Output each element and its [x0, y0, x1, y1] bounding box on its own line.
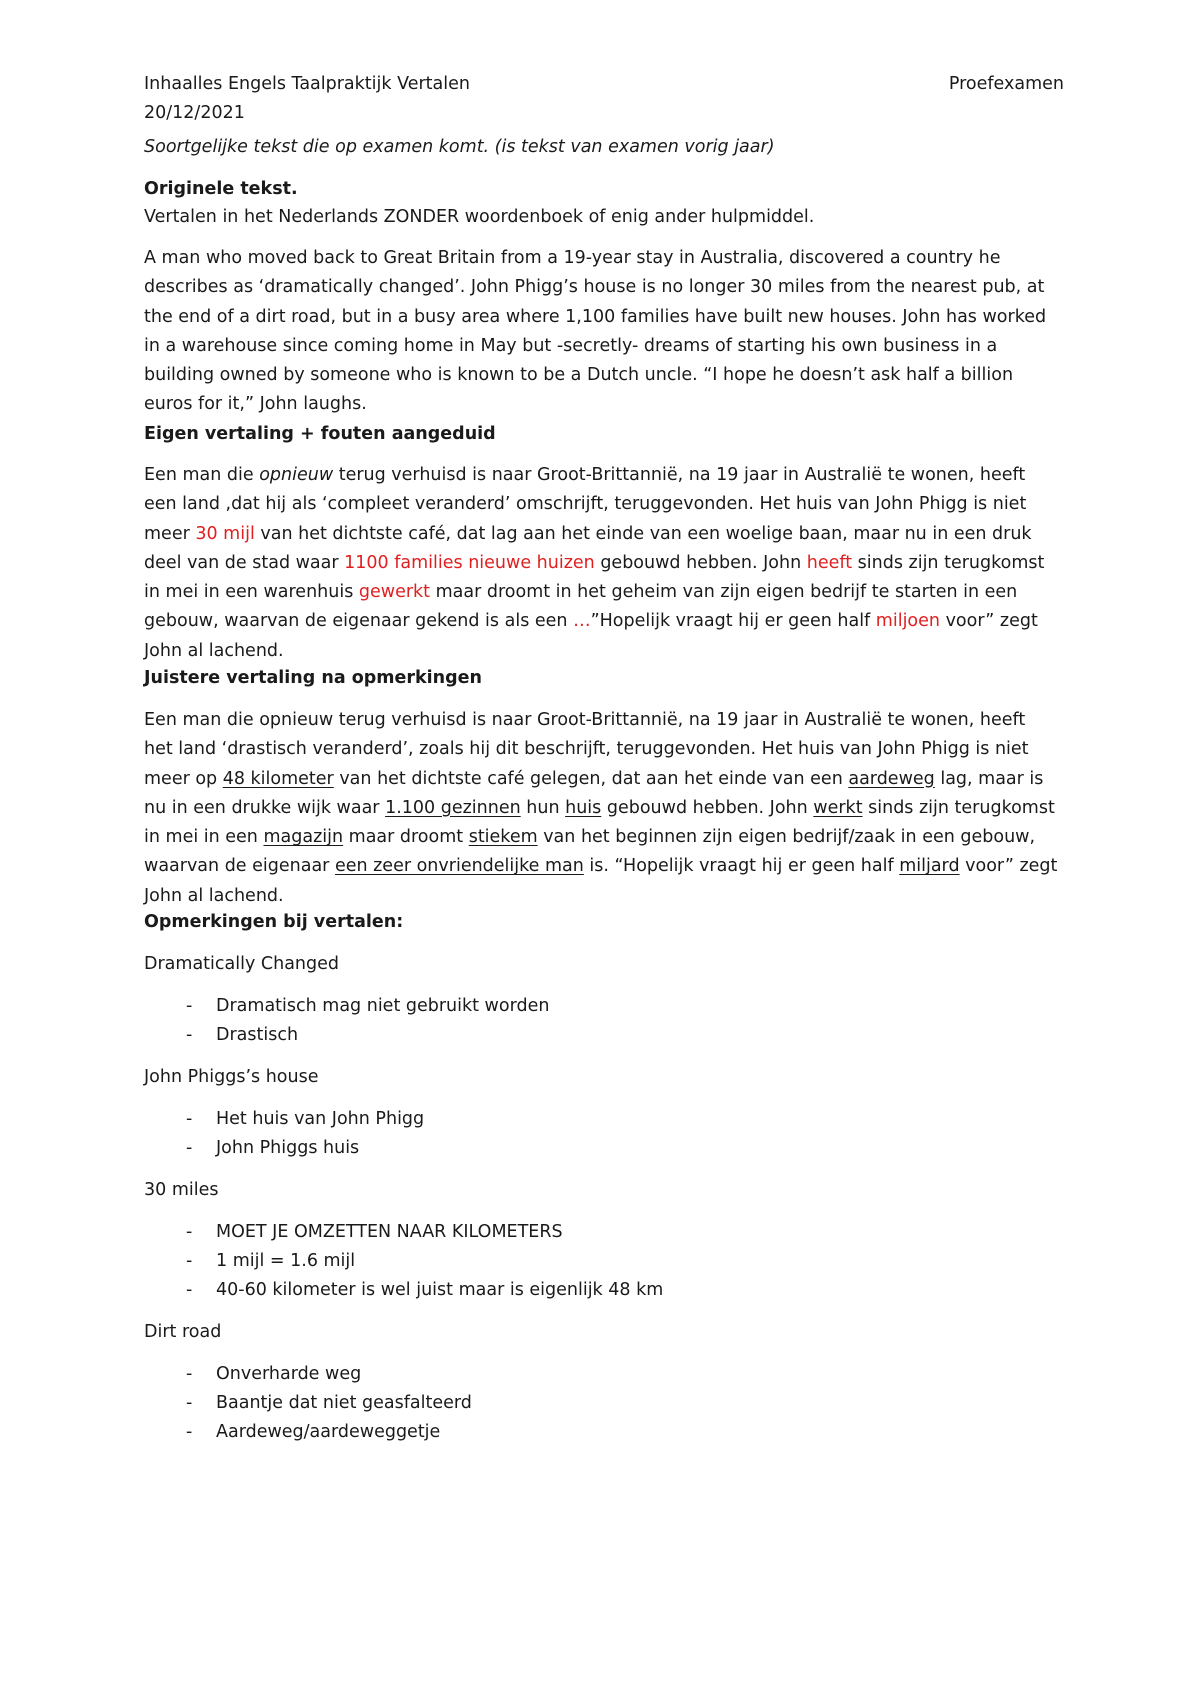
text-segment: Een man die opnieuw terug verhuisd is naar Groot-Brittannië, na 19 jaar in Australië te wonen, heeft het land ‘drastisch veranderd’, zoals hij dit beschrijft, teruggevonden. Het huis van John Phigg is niet meer op	[144, 710, 1029, 789]
text-segment: maar droomt in het geheim van zijn eigen bedrijf te starten in een gebouw, waarvan de eigenaar gekend is als een	[144, 582, 1018, 632]
text-segment: opnieuw	[259, 465, 334, 485]
underlined-correction: een zeer onvriendelijke man	[334, 856, 584, 877]
text-segment: sinds zijn terugkomst in mei in een warenhuis	[144, 552, 1045, 603]
text-segment: gebouwd hebben. John	[601, 797, 814, 818]
remark-item: - Dramatisch mag niet gebruikt worden	[186, 996, 550, 1016]
remark-item: - 40-60 kilometer is wel juist maar is eigenlijk 48 km	[186, 1280, 664, 1300]
own-translation-text	[144, 461, 1059, 666]
marked-error: 1100 families nieuwe huizen	[344, 552, 595, 573]
remark-item: - Drastisch	[186, 1025, 299, 1045]
underlined-correction: miljard	[899, 856, 960, 877]
remark-item: - 1 mijl = 1.6 mijl	[186, 1251, 356, 1271]
marked-error: gewerkt	[358, 582, 431, 603]
original-instruction: Vertalen in het Nederlands ZONDER woordenboek of enig ander hulpmiddel.	[144, 207, 815, 227]
document-type: Proefexamen	[948, 74, 1064, 94]
text-segment: van het dichtste café, dat lag aan het einde van een woelige baan, maar nu in een druk deel van de stad waar	[144, 523, 1032, 573]
intro-note: Soortgelijke tekst die op examen komt. (is tekst van examen vorig jaar)	[144, 137, 775, 157]
text-segment: sinds zijn terugkomst in mei in een	[144, 797, 1055, 848]
remark-term: John Phiggs’s house	[144, 1067, 319, 1087]
original-text: A man who moved back to Great Britain from a 19-year stay in Australia, discovered a country he describes as ‘dramatically changed’. John Phigg’s house is no longer 30 miles from the nearest pub, at the end of a dirt road, but in a busy area where 1,100 families have built new houses. John has worked in a warehouse since coming home in May but -secretly- dreams of starting his own business in a building owned by someone who is known to be a Dutch uncle. “I hope he doesn’t ask half a billion euros for it,” John laughs.	[144, 248, 1047, 415]
underlined-correction: aardeweg	[848, 768, 935, 789]
remark-item: - Baantje dat niet geasfalteerd	[186, 1393, 472, 1413]
remark-item: - John Phiggs huis	[186, 1138, 360, 1158]
remark-term: Dirt road	[144, 1322, 222, 1342]
text-segment: gebouwd hebben. John	[594, 552, 807, 573]
marked-error: miljoen	[875, 611, 940, 632]
remark-item: - Het huis van John Phigg	[186, 1109, 425, 1129]
own-translation-heading: Eigen vertaling + fouten aangeduid	[144, 424, 496, 444]
text-segment: Een man die	[144, 465, 260, 485]
original-heading: Originele tekst.	[144, 179, 298, 199]
text-segment: van het beginnen zijn eigen bedrijf/zaak in een gebouw, waarvan de eigenaar	[144, 827, 1036, 877]
underlined-correction: 48 kilometer	[222, 768, 334, 789]
underlined-correction: werkt	[813, 797, 863, 818]
correct-translation-heading: Juistere vertaling na opmerkingen	[144, 668, 482, 688]
correct-translation-text	[144, 706, 1059, 911]
remark-term: 30 miles	[144, 1180, 219, 1200]
marked-error: …	[573, 611, 591, 632]
remark-term: Dramatically Changed	[144, 954, 339, 974]
text-segment: is. “Hopelijk vraagt hij er geen half	[583, 856, 900, 877]
remark-item: - Onverharde weg	[186, 1364, 362, 1384]
text-segment: voor” zegt John al lachend.	[144, 856, 1058, 906]
marked-error: 30 mijl	[195, 523, 255, 544]
underlined-correction: huis	[565, 797, 602, 818]
text-segment: ”Hopelijk vraagt hij er geen half	[590, 611, 876, 632]
underlined-correction: 1.100 gezinnen	[385, 797, 521, 818]
remarks-heading: Opmerkingen bij vertalen:	[144, 912, 404, 932]
text-segment: voor” zegt John al lachend.	[144, 611, 1038, 661]
remark-item: - MOET JE OMZETTEN NAAR KILOMETERS	[186, 1222, 563, 1242]
remark-item: - Aardeweg/aardeweggetje	[186, 1422, 441, 1442]
text-segment: maar droomt	[343, 827, 469, 848]
underlined-correction: magazijn	[263, 827, 344, 848]
marked-error: heeft	[806, 552, 853, 573]
page-header	[144, 74, 1064, 94]
text-segment: terug verhuisd is naar Groot-Brittannië, na 19 jaar in Australië te wonen, heeft een land ,dat hij als ‘compleet veranderd’ omschrijft, teruggevonden. Het huis van John Phigg is niet meer	[144, 465, 1027, 544]
underlined-correction: stiekem	[468, 827, 538, 848]
text-segment: hun	[520, 797, 566, 818]
document-date: 20/12/2021	[144, 103, 245, 123]
course-title: Inhaalles Engels Taalpraktijk Vertalen	[144, 74, 470, 94]
text-segment: lag, maar is nu in een drukke wijk waar	[144, 768, 1044, 818]
text-segment: van het dichtste café gelegen, dat aan het einde van een	[333, 768, 849, 789]
